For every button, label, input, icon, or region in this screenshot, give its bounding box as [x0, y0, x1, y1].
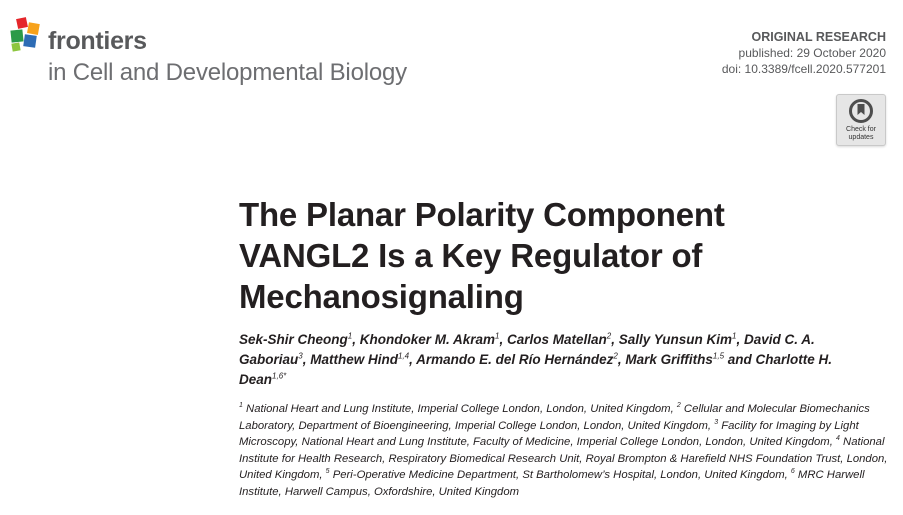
check-for-updates-label: Check for updates [846, 126, 876, 141]
check-for-updates-button[interactable] [836, 94, 886, 146]
author-affiliation-marker: 2 [613, 351, 618, 361]
author-name[interactable]: Sally Yunsun Kim [618, 332, 733, 347]
affiliation-number: 2 [676, 402, 681, 410]
author-affiliation-marker: 1,4 [397, 351, 410, 361]
affiliation-text: MRC Harwell Institute, Harwell Campus, Oxfordshire, United Kingdom [239, 469, 865, 498]
author-affiliation-marker: 1 [495, 331, 500, 341]
logo-square-orange [27, 22, 40, 35]
author-affiliation-marker: 3 [298, 351, 303, 361]
doi[interactable]: doi: 10.3389/fcell.2020.577201 [721, 62, 886, 76]
article-meta [722, 29, 886, 77]
logo-square-red [16, 17, 28, 29]
affiliation-text: National Heart and Lung Institute, Imperial College London, London, United Kingdom, [242, 403, 677, 415]
brand-name: frontiers [48, 27, 147, 55]
author-affiliation-marker: 1 [347, 331, 353, 341]
logo-square-lime [11, 42, 20, 51]
author-affiliation-marker: 1,6* [272, 371, 287, 381]
article-type: ORIGINAL RESEARCH [751, 30, 886, 44]
affiliation-text: Peri-Operative Medicine Department, St Bartholomew’s Hospital, London, United Kingdom, [329, 469, 791, 481]
author-separator: and [724, 352, 756, 367]
author-affiliation-marker: 2 [606, 331, 612, 341]
author-name[interactable]: Charlotte H. Dean [239, 352, 833, 387]
frontiers-logo-icon [8, 17, 44, 53]
affiliation-text: Cellular and Molecular Biomechanics Laboratory, Department of Bioengineering, Imperial College London, London, United Kingdom, [239, 403, 870, 432]
affiliation-text: Facility for Imaging by Light Microscopy, National Heart and Lung Institute, Faculty of Medicine, Imperial College London, London, United Kingdom, [239, 419, 859, 448]
author-name[interactable]: Armando E. del Río Hernández [416, 352, 614, 367]
author-separator: , [736, 332, 744, 347]
author-name[interactable]: David C. A. Gaboriau [239, 332, 815, 367]
affiliation-number: 3 [714, 418, 719, 426]
affiliation-number: 5 [325, 468, 330, 476]
affiliations [239, 401, 889, 500]
author-separator: , [302, 352, 311, 367]
author-name[interactable]: Carlos Matellan [506, 332, 607, 347]
author-name[interactable]: Matthew Hind [310, 352, 398, 367]
author-separator: , [617, 352, 626, 367]
logo-square-green [10, 29, 23, 42]
affiliation-number: 6 [790, 468, 795, 476]
article-title: The Planar Polarity Component VANGL2 Is a Key Regulator of Mechanosignaling [239, 196, 725, 315]
author-name[interactable]: Sek-Shir Cheong [239, 332, 348, 347]
author-separator: , [409, 352, 417, 367]
author-affiliation-marker: 1 [732, 331, 737, 341]
affiliation-text: National Institute for Health Research, Respiratory Biomedical Research Unit, Royal Brompton & Harefield NHS Foundation Trust, London, United Kingdom, [239, 436, 888, 481]
published-date: published: 29 October 2020 [738, 46, 886, 60]
author-affiliation-marker: 1,5 [712, 351, 725, 361]
affiliation-number: 1 [239, 402, 243, 410]
author-separator: , [352, 332, 360, 347]
journal-logo[interactable] [8, 17, 408, 86]
logo-square-blue [23, 34, 37, 48]
affiliation-number: 4 [835, 435, 840, 443]
author-separator: , [611, 332, 619, 347]
author-list [239, 330, 879, 390]
author-separator: , [499, 332, 507, 347]
bookmark-ring-icon [849, 99, 873, 125]
author-name[interactable]: Mark Griffiths [625, 352, 713, 367]
author-name[interactable]: Khondoker M. Akram [359, 332, 496, 347]
journal-name: in Cell and Developmental Biology [48, 59, 407, 86]
